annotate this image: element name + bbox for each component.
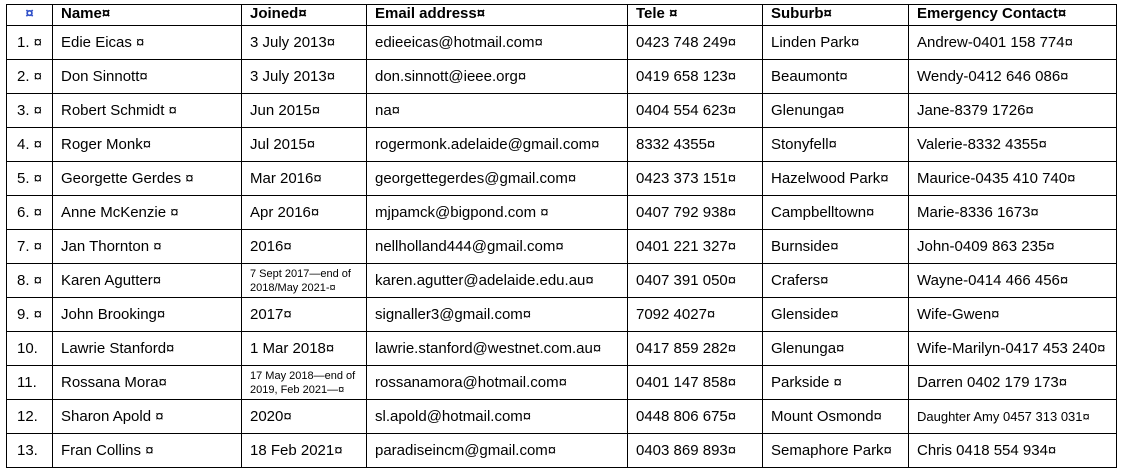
telephone: 7092 4027¤: [628, 298, 763, 332]
table-row: [7, 366, 1117, 400]
member-name: Lawrie Stanford¤: [53, 332, 242, 366]
member-name: Don Sinnott¤: [53, 60, 242, 94]
email-address: sl.apold@hotmail.com¤: [367, 400, 628, 434]
joined-date: Apr 2016¤: [242, 196, 367, 230]
table-row: [7, 60, 1117, 94]
suburb: Campbelltown¤: [763, 196, 909, 230]
member-name: John Brooking¤: [53, 298, 242, 332]
row-number: 13.: [7, 434, 53, 468]
member-name: Robert Schmidt ¤: [53, 94, 242, 128]
table-row: [7, 162, 1117, 196]
member-name: Anne McKenzie ¤: [53, 196, 242, 230]
member-name: Rossana Mora¤: [53, 366, 242, 400]
emergency-contact: Andrew-0401 158 774¤: [909, 26, 1117, 60]
row-number: 9. ¤: [7, 298, 53, 332]
joined-date: 7 Sept 2017—end of 2018/May 2021-¤: [242, 264, 367, 298]
table-row: [7, 434, 1117, 468]
table-row: [7, 26, 1117, 60]
suburb: Glenunga¤: [763, 94, 909, 128]
telephone: 8332 4355¤: [628, 128, 763, 162]
telephone: 0423 748 249¤: [628, 26, 763, 60]
suburb: Beaumont¤: [763, 60, 909, 94]
email-address: don.sinnott@ieee.org¤: [367, 60, 628, 94]
row-number: 4. ¤: [7, 128, 53, 162]
telephone: 0401 221 327¤: [628, 230, 763, 264]
suburb: Mount Osmond¤: [763, 400, 909, 434]
suburb: Linden Park¤: [763, 26, 909, 60]
row-number: 6. ¤: [7, 196, 53, 230]
joined-date: Mar 2016¤: [242, 162, 367, 196]
suburb: Parkside ¤: [763, 366, 909, 400]
table-row: [7, 230, 1117, 264]
telephone: 0448 806 675¤: [628, 400, 763, 434]
email-address: edieeicas@hotmail.com¤: [367, 26, 628, 60]
member-name: Fran Collins ¤: [53, 434, 242, 468]
email-address: nellholland444@gmail.com¤: [367, 230, 628, 264]
member-name: Sharon Apold ¤: [53, 400, 242, 434]
emergency-contact: Darren 0402 179 173¤: [909, 366, 1117, 400]
emergency-contact: Daughter Amy 0457 313 031¤: [909, 400, 1117, 434]
email-address: karen.agutter@adelaide.edu.au¤: [367, 264, 628, 298]
header-joined: Joined¤: [242, 5, 367, 26]
email-address: rogermonk.adelaide@gmail.com¤: [367, 128, 628, 162]
emergency-contact: Maurice-0435 410 740¤: [909, 162, 1117, 196]
joined-date: 2017¤: [242, 298, 367, 332]
emergency-contact: Wayne-0414 466 456¤: [909, 264, 1117, 298]
joined-date: 2020¤: [242, 400, 367, 434]
emergency-contact: John-0409 863 235¤: [909, 230, 1117, 264]
header-name: Name¤: [53, 5, 242, 26]
telephone: 0417 859 282¤: [628, 332, 763, 366]
row-number: 12.: [7, 400, 53, 434]
suburb: Stonyfell¤: [763, 128, 909, 162]
email-address: lawrie.stanford@westnet.com.au¤: [367, 332, 628, 366]
telephone: 0419 658 123¤: [628, 60, 763, 94]
row-number: 3. ¤: [7, 94, 53, 128]
joined-date: Jul 2015¤: [242, 128, 367, 162]
table-row: [7, 196, 1117, 230]
email-address: rossanamora@hotmail.com¤: [367, 366, 628, 400]
suburb: Burnside¤: [763, 230, 909, 264]
table-row: [7, 298, 1117, 332]
emergency-contact: Wife-Gwen¤: [909, 298, 1117, 332]
joined-date: 3 July 2013¤: [242, 60, 367, 94]
row-number: 2. ¤: [7, 60, 53, 94]
table-row: [7, 400, 1117, 434]
header-suburb: Suburb¤: [763, 5, 909, 26]
row-number: 7. ¤: [7, 230, 53, 264]
member-name: Jan Thornton ¤: [53, 230, 242, 264]
email-address: paradiseincm@gmail.com¤: [367, 434, 628, 468]
telephone: 0403 869 893¤: [628, 434, 763, 468]
row-number: 5. ¤: [7, 162, 53, 196]
telephone: 0423 373 151¤: [628, 162, 763, 196]
suburb: Semaphore Park¤: [763, 434, 909, 468]
emergency-contact: Wendy-0412 646 086¤: [909, 60, 1117, 94]
header-number: ¤: [7, 5, 53, 26]
joined-date: 17 May 2018—end of 2019, Feb 2021—¤: [242, 366, 367, 400]
emergency-contact: Valerie-8332 4355¤: [909, 128, 1117, 162]
joined-date: 3 July 2013¤: [242, 26, 367, 60]
email-address: mjpamck@bigpond.com ¤: [367, 196, 628, 230]
table-row: [7, 264, 1117, 298]
suburb: Hazelwood Park¤: [763, 162, 909, 196]
row-number: 8. ¤: [7, 264, 53, 298]
telephone: 0404 554 623¤: [628, 94, 763, 128]
header-tele: Tele ¤: [628, 5, 763, 26]
member-name: Georgette Gerdes ¤: [53, 162, 242, 196]
emergency-contact: Jane-8379 1726¤: [909, 94, 1117, 128]
member-name: Edie Eicas ¤: [53, 26, 242, 60]
email-address: na¤: [367, 94, 628, 128]
header-row: [7, 5, 1117, 26]
telephone: 0407 391 050¤: [628, 264, 763, 298]
suburb: Glenside¤: [763, 298, 909, 332]
row-number: 10.: [7, 332, 53, 366]
telephone: 0401 147 858¤: [628, 366, 763, 400]
table-row: [7, 128, 1117, 162]
email-address: georgettegerdes@gmail.com¤: [367, 162, 628, 196]
row-number: 11.: [7, 366, 53, 400]
joined-date: 2016¤: [242, 230, 367, 264]
joined-date: Jun 2015¤: [242, 94, 367, 128]
email-address: signaller3@gmail.com¤: [367, 298, 628, 332]
member-name: Roger Monk¤: [53, 128, 242, 162]
row-number: 1. ¤: [7, 26, 53, 60]
member-name: Karen Agutter¤: [53, 264, 242, 298]
joined-date: 18 Feb 2021¤: [242, 434, 367, 468]
suburb: Crafers¤: [763, 264, 909, 298]
joined-date: 1 Mar 2018¤: [242, 332, 367, 366]
table-row: [7, 94, 1117, 128]
header-email: Email address¤: [367, 5, 628, 26]
emergency-contact: Chris 0418 554 934¤: [909, 434, 1117, 468]
emergency-contact: Marie-8336 1673¤: [909, 196, 1117, 230]
members-table: [6, 4, 1117, 468]
telephone: 0407 792 938¤: [628, 196, 763, 230]
suburb: Glenunga¤: [763, 332, 909, 366]
header-emergency-contact: Emergency Contact¤: [909, 5, 1117, 26]
table-row: [7, 332, 1117, 366]
emergency-contact: Wife-Marilyn-0417 453 240¤: [909, 332, 1117, 366]
